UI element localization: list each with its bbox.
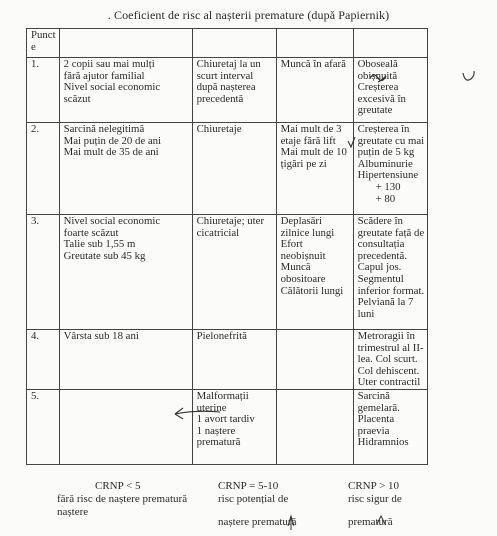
cell-text-line: Talie sub 1,55 m xyxy=(63,238,136,251)
cell-text-line: Efort xyxy=(280,238,303,251)
cell-text-line: Călătorii lungi xyxy=(280,284,344,297)
cell-text-line: Muncă în afară xyxy=(280,58,346,70)
table-row xyxy=(27,58,428,123)
legend-high-key: CRNP > 10 xyxy=(348,480,400,492)
table-row xyxy=(27,123,428,215)
cell-text-line: scăzut xyxy=(63,92,91,105)
table-row xyxy=(27,330,428,390)
legend-high-desc-1: risc sigur de xyxy=(348,493,402,505)
legend-low xyxy=(57,480,187,519)
cell-factor-work xyxy=(276,389,353,464)
cell-text-line: consultația xyxy=(357,238,405,251)
cell-text-line: 1 avort tardiv xyxy=(196,413,255,426)
cell-number xyxy=(27,215,60,330)
cell-text-line: Chiuretaje; uter xyxy=(196,215,265,227)
cell-text-line: Col dehiscent. xyxy=(357,364,420,377)
cell-factor-history xyxy=(192,330,276,390)
cell-text-line: foarte scăzut xyxy=(63,226,119,239)
legend-mid-key: CRNP = 5-10 xyxy=(218,480,279,492)
cell-text-line: 1 naștere xyxy=(196,424,236,437)
table-header-row xyxy=(27,29,428,58)
cell-text-line: precedentă. xyxy=(357,249,408,262)
cell-factor-history xyxy=(192,389,276,464)
cell-text-line: Hipertensiune xyxy=(357,169,419,182)
cell-text-line: Greutate sub 45 kg xyxy=(63,249,146,262)
cell-text-line: Albuminurie xyxy=(357,157,413,170)
cell-text-line: gemelară. xyxy=(357,401,400,414)
legend-mid xyxy=(218,480,296,529)
cell-text-line: Segmentul xyxy=(357,272,404,285)
cell-text-line: țigări pe zi xyxy=(280,157,327,170)
cell-factor-clinical xyxy=(353,123,428,215)
header-cell-col2 xyxy=(192,29,276,58)
cell-text-line: fără ajutor familial xyxy=(63,69,145,82)
cell-text-line: Vârsta sub 18 ani xyxy=(63,330,139,342)
cell-text-line: Nivel social economic xyxy=(63,81,161,94)
legend-high xyxy=(348,480,402,529)
risk-table xyxy=(26,28,428,465)
cell-text-line: Malformații xyxy=(196,389,249,402)
cell-text-line: Uter contractil xyxy=(357,376,421,389)
handwritten-u-mark xyxy=(463,71,474,80)
cell-text-line: Chiuretaje xyxy=(196,123,242,135)
cell-number xyxy=(27,389,60,464)
cell-text-line: Capul jos. xyxy=(357,261,402,274)
cell-text-line: greutate xyxy=(357,104,393,117)
cell-text-line: Pielonefrită xyxy=(196,330,247,342)
legend-low-desc-2: naștere xyxy=(57,506,89,518)
header-cell-col3 xyxy=(276,29,353,58)
cell-text-line: Chiuretaj la un xyxy=(196,58,261,70)
cell-text-line: excesivă în xyxy=(357,92,406,105)
cell-text-line: Mai mult de 10 xyxy=(280,146,347,159)
cell-number xyxy=(27,123,60,215)
legend-mid-desc-1: risc potențial de xyxy=(218,493,289,505)
cell-text-line: Sarcină xyxy=(357,389,390,402)
header-punct-label: Punct e xyxy=(31,29,56,53)
cell-text-line: Hidramnios xyxy=(357,436,409,449)
cell-text-line: Metroragii în xyxy=(357,330,415,342)
cell-text-line: Creșterea în xyxy=(357,123,410,135)
cell-text-line: cicatricial xyxy=(196,226,240,239)
cell-text-line: Placenta xyxy=(357,413,395,426)
cell-text-line: Pelviană la 7 xyxy=(357,296,414,309)
legend-high-desc-2: prematură xyxy=(348,516,393,528)
cell-text-line: + 130 xyxy=(375,180,401,193)
cell-text-line: Sarcină nelegitimă xyxy=(63,123,145,135)
cell-factor-history xyxy=(192,58,276,123)
legend-low-desc-1: fără risc de naștere prematură xyxy=(57,493,188,505)
header-cell-col1 xyxy=(59,29,192,58)
cell-number xyxy=(27,330,60,390)
cell-factor-clinical xyxy=(353,330,428,390)
cell-text-line: scurt interval xyxy=(196,69,254,82)
cell-text-line: prematură xyxy=(196,436,241,449)
cell-text-line: Oboseală xyxy=(357,58,398,70)
cell-text-line: obositoare xyxy=(280,272,326,285)
cell-factor-work xyxy=(276,58,353,123)
cell-factor-social xyxy=(59,215,192,330)
cell-text-line: după nașterea xyxy=(196,81,256,94)
table-row xyxy=(27,215,428,330)
cell-factor-history xyxy=(192,215,276,330)
cell-factor-social xyxy=(59,58,192,123)
cell-text-line: Mai mult de 35 de ani xyxy=(63,146,159,159)
row-number: 4. xyxy=(31,330,40,342)
cell-text-line: luni xyxy=(357,307,375,320)
cell-text-line: Mai mult de 3 xyxy=(280,123,342,135)
cell-factor-work xyxy=(276,123,353,215)
cell-text-line: + 80 xyxy=(375,192,396,205)
cell-text-line: obișnuită xyxy=(357,69,398,82)
cell-text-line: greutate cu mai xyxy=(357,134,425,147)
cell-text-line: etaje fără lift xyxy=(280,134,336,147)
cell-factor-social xyxy=(59,330,192,390)
legend-low-key: CRNP < 5 xyxy=(95,480,141,492)
row-number: 2. xyxy=(31,123,40,135)
table-row xyxy=(27,389,428,464)
row-number: 3. xyxy=(31,215,40,227)
cell-text-line: zilnice lungi xyxy=(280,226,335,239)
cell-factor-social xyxy=(59,123,192,215)
cell-number xyxy=(27,58,60,123)
cell-text-line: greutate față de xyxy=(357,226,425,239)
cell-factor-work xyxy=(276,215,353,330)
cell-text-line: puțin de 5 kg xyxy=(357,146,415,159)
cell-text-line: inferior format. xyxy=(357,284,425,297)
header-cell-col4 xyxy=(353,29,428,58)
cell-text-line: Muncă xyxy=(280,261,311,274)
cell-text-line: Scădere în xyxy=(357,215,403,227)
cell-text-line: uterine xyxy=(196,401,227,414)
cell-factor-clinical xyxy=(353,58,428,123)
cell-factor-clinical xyxy=(353,215,428,330)
cell-factor-clinical xyxy=(353,389,428,464)
cell-factor-work xyxy=(276,330,353,390)
header-cell-punct xyxy=(27,29,60,58)
cell-text-line: trimestrul al II- xyxy=(357,341,424,354)
legend-mid-desc-2: naștere prematură xyxy=(218,516,297,528)
cell-text-line: Creșterea xyxy=(357,81,399,94)
cell-text-line: lea. Col scurt. xyxy=(357,353,418,366)
row-number: 5. xyxy=(31,389,40,402)
row-number: 1. xyxy=(31,58,40,70)
cell-text-line: Nivel social economic xyxy=(63,215,161,227)
cell-text-line: Deplasări xyxy=(280,215,322,227)
cell-text-line: precedentă xyxy=(196,92,244,105)
cell-text-line: neobișnuit xyxy=(280,249,326,262)
page-title: . Coeficient de risc al nașterii premature (după Papiernik) xyxy=(107,8,390,22)
cell-factor-history xyxy=(192,123,276,215)
cell-text-line: 2 copii sau mai mulți xyxy=(63,58,155,70)
cell-text-line: Mai puțin de 20 de ani xyxy=(63,134,162,147)
cell-text-line: praevia xyxy=(357,424,390,437)
cell-factor-social xyxy=(59,389,192,464)
